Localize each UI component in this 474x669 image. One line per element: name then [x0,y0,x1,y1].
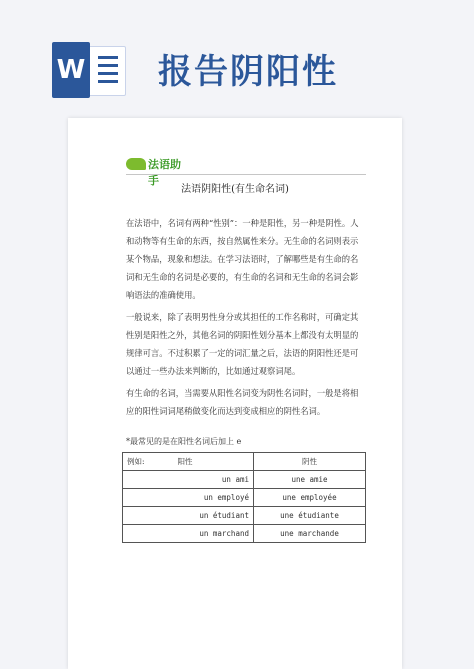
body-text [126,214,366,420]
paragraph: 一般说来，除了表明男性身分或其担任的工作名称时，可确定其性别是阳性之外，其他名词的阴阳性划分基本上都没有太明显的规律可言。不过积累了一定的词汇量之后，法语的阴阳性还是可以通过一些办法来判断的，比如通过观察词尾。 [126,312,359,376]
brand-text: 法语助手 [148,159,181,187]
masculine-cell: un employé [123,489,254,507]
leaf-icon [126,158,146,170]
word-document-icon [52,42,126,98]
document-page [68,118,402,669]
gender-table [122,452,366,543]
table-row [123,489,366,507]
word-icon-line [98,72,118,75]
header-divider [126,174,366,175]
paragraph: 有生命的名词，当需要从阳性名词变为阴性名词时，一般是将相应的阳性词词尾稍做变化而达到变成相应的阴性名词。 [126,388,359,416]
word-icon-line [98,56,118,59]
page-heading: 法语阴阳性(有生命名词) [181,184,289,195]
word-icon-letter: W [52,42,90,98]
example-label: 例如: [127,457,145,466]
header [0,0,474,118]
table-header-row [123,453,366,471]
feminine-cell: une employée [254,489,366,507]
feminine-cell: une amie [254,471,366,489]
masculine-header: 阳性 [177,457,193,466]
paragraph: 在法语中，名词有两种“性别”：一种是阳性，另一种是阴性。人和动物等有生命的东西，按自然属性来分。无生命的名词则表示某个物品，现象和想法。在学习法语时，了解哪些是有生命的名词和无生命的名词是必要的，有生命的名词和无生命的名词会影响语法的准确使用。 [126,218,359,300]
header-cell-masculine [123,453,254,471]
masculine-cell: un ami [123,471,254,489]
masculine-cell: un étudiant [123,507,254,525]
word-icon-line [98,80,118,83]
document-title: 报告阴阳性 [158,52,338,92]
brand-logo [126,156,184,187]
table-row [123,525,366,543]
feminine-cell: une marchande [254,525,366,543]
word-icon-line [98,64,118,67]
table-caption: *最常见的是在阳性名词后加上 e [126,437,242,446]
feminine-cell: une étudiante [254,507,366,525]
table-row [123,471,366,489]
feminine-header: 阴性 [254,453,366,471]
masculine-cell: un marchand [123,525,254,543]
table-row [123,507,366,525]
